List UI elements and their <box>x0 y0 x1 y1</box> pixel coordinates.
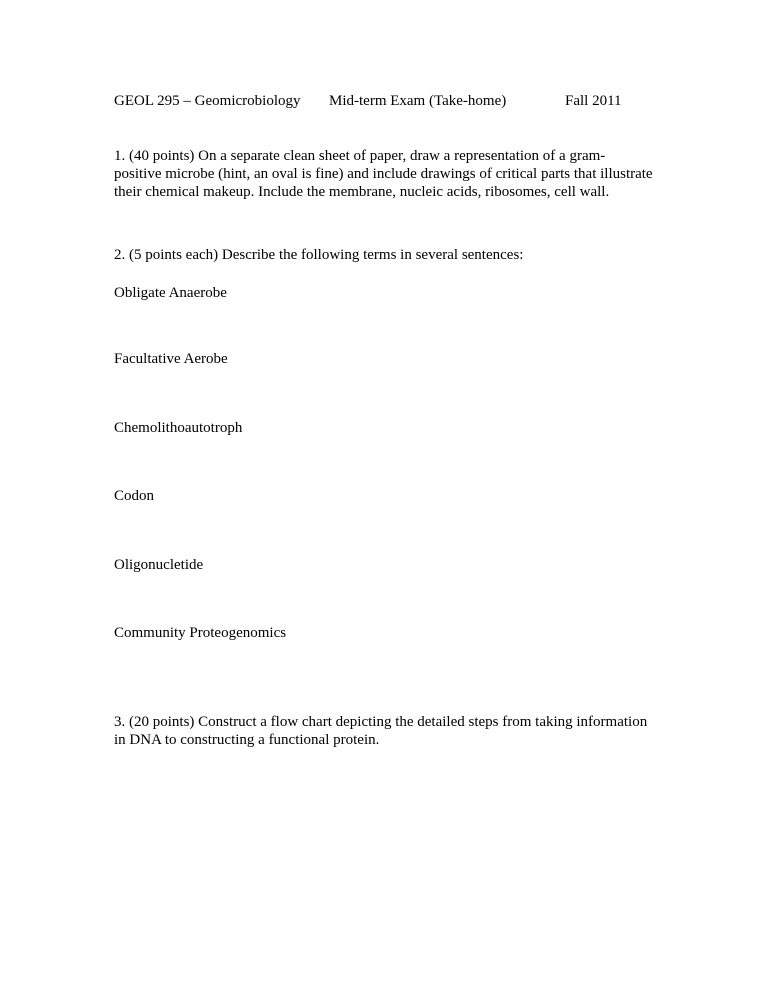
question-1-line: their chemical makeup. Include the membrane, nucleic acids, ribosomes, cell wall. <box>114 184 610 200</box>
question-3-line: 3. (20 points) Construct a flow chart depicting the detailed steps from taking information <box>114 714 648 730</box>
exam-title: Mid-term Exam (Take-home) <box>329 93 507 109</box>
question-1 <box>114 147 653 201</box>
question-3-line: in DNA to constructing a functional protein. <box>114 732 380 748</box>
question-1-line: positive microbe (hint, an oval is fine) and include drawings of critical parts that illustrate <box>114 166 653 182</box>
term-item: Codon <box>114 488 155 504</box>
term-item: Chemolithoautotroph <box>114 420 243 436</box>
exam-term: Fall 2011 <box>565 93 622 109</box>
course-title: GEOL 295 – Geomicrobiology <box>114 93 301 109</box>
question-1-line: 1. (40 points) On a separate clean sheet of paper, draw a representation of a gram- <box>114 148 606 164</box>
question-3 <box>114 713 647 749</box>
term-item: Oligonucletide <box>114 557 204 573</box>
term-item: Community Proteogenomics <box>114 625 287 641</box>
term-item: Obligate Anaerobe <box>114 285 227 301</box>
question-2-prompt: 2. (5 points each) Describe the following terms in several sentences: <box>114 247 524 263</box>
term-item: Facultative Aerobe <box>114 351 228 367</box>
